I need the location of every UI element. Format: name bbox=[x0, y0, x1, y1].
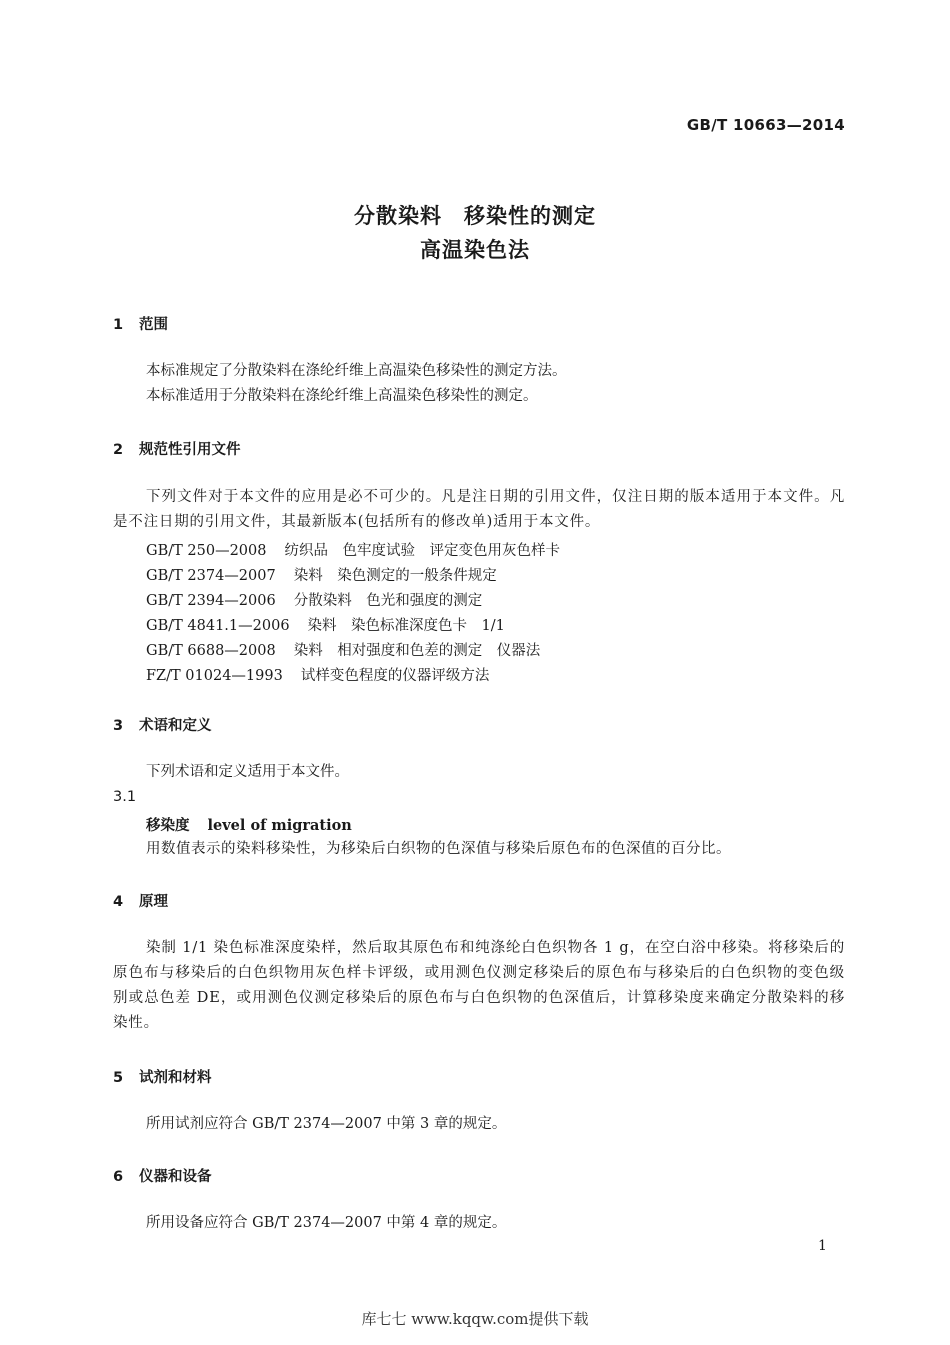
section-heading-apparatus bbox=[113, 1165, 212, 1186]
paragraph: 染制 1/1 染色标准深度染样，然后取其原色布和纯涤纶白色织物各 1 g，在空白浴中移染。将移染后的原色布与移染后的白色织物用灰色样卡评级，或用测色仪测定移染后的原色布与移染后的白色织物的变色级别或总色差 DE，或用测色仪测定移染后的原色布与白色织物的色深值后，计算移染度来确定分散染料的移染性。 bbox=[113, 940, 845, 1031]
section-heading-normative-references bbox=[113, 438, 241, 459]
paragraph: 下列文件对于本文件的应用是必不可少的。凡是注日期的引用文件，仅注日期的版本适用于本文件。凡是不注日期的引用文件，其最新版本(包括所有的修改单)适用于本文件。 bbox=[113, 489, 845, 530]
reference-code: FZ/T 01024—1993 bbox=[146, 668, 283, 684]
reference-item bbox=[146, 639, 558, 660]
paragraph: 下列术语和定义适用于本文件。 bbox=[146, 764, 349, 780]
section-title: 原理 bbox=[139, 894, 168, 910]
paragraph: 本标准适用于分散染料在涤纶纤维上高温染色移染性的测定。 bbox=[146, 388, 538, 404]
reference-code: GB/T 2374—2007 bbox=[146, 568, 276, 584]
section-number: 6 bbox=[113, 1169, 124, 1185]
section-heading-terms-definitions bbox=[113, 714, 212, 735]
term-english: level of migration bbox=[207, 817, 352, 834]
reference-code: GB/T 2394—2006 bbox=[146, 593, 276, 609]
reference-code: GB/T 4841.1—2006 bbox=[146, 618, 290, 634]
page-number: 1 bbox=[818, 1238, 827, 1254]
section-number: 3 bbox=[113, 718, 124, 734]
reference-title: 染料 染色标准深度色卡 1/1 bbox=[307, 618, 505, 634]
term-entry bbox=[146, 814, 352, 835]
term-chinese: 移染度 bbox=[146, 817, 190, 834]
reference-item bbox=[146, 564, 515, 585]
document-title: 分散染料 移染性的测定 bbox=[354, 204, 596, 228]
section-heading-reagents bbox=[113, 1066, 212, 1087]
standard-code: GB/T 10663—2014 bbox=[686, 116, 845, 134]
term-definition: 用数值表示的染料移染性，为移染后白织物的色深值与移染后原色布的色深值的百分比。 bbox=[146, 841, 731, 857]
section-title: 术语和定义 bbox=[139, 718, 212, 734]
reference-code: GB/T 6688—2008 bbox=[146, 643, 276, 659]
section-title: 规范性引用文件 bbox=[139, 442, 241, 458]
reference-item bbox=[146, 614, 523, 635]
section-heading-scope bbox=[113, 313, 168, 334]
paragraph: 所用试剂应符合 GB/T 2374—2007 中第 3 章的规定。 bbox=[146, 1116, 507, 1132]
section-title: 试剂和材料 bbox=[139, 1070, 212, 1086]
section-number: 4 bbox=[113, 894, 124, 910]
paragraph: 所用设备应符合 GB/T 2374—2007 中第 4 章的规定。 bbox=[146, 1215, 507, 1231]
reference-title: 染料 染色测定的一般条件规定 bbox=[293, 568, 497, 584]
reference-title: 染料 相对强度和色差的测定 仪器法 bbox=[293, 643, 541, 659]
reference-item bbox=[146, 664, 507, 685]
paragraph: 本标准规定了分散染料在涤纶纤维上高温染色移染性的测定方法。 bbox=[146, 363, 567, 379]
reference-code: GB/T 250—2008 bbox=[146, 543, 267, 559]
reference-title: 纺织品 色牢度试验 评定变色用灰色样卡 bbox=[284, 543, 560, 559]
document-subtitle: 高温染色法 bbox=[420, 238, 530, 262]
reference-title: 试样变色程度的仪器评级方法 bbox=[300, 668, 490, 684]
section-number: 2 bbox=[113, 442, 124, 458]
section-title: 仪器和设备 bbox=[139, 1169, 212, 1185]
term-number: 3.1 bbox=[113, 789, 137, 805]
section-number: 1 bbox=[113, 317, 124, 333]
section-number: 5 bbox=[113, 1070, 124, 1086]
reference-item bbox=[146, 539, 578, 560]
reference-item bbox=[146, 589, 500, 610]
reference-title: 分散染料 色光和强度的测定 bbox=[293, 593, 483, 609]
download-source-note: 库七七 www.kqqw.com提供下载 bbox=[361, 1310, 589, 1328]
section-title: 范围 bbox=[139, 317, 168, 333]
section-heading-principle bbox=[113, 890, 168, 911]
